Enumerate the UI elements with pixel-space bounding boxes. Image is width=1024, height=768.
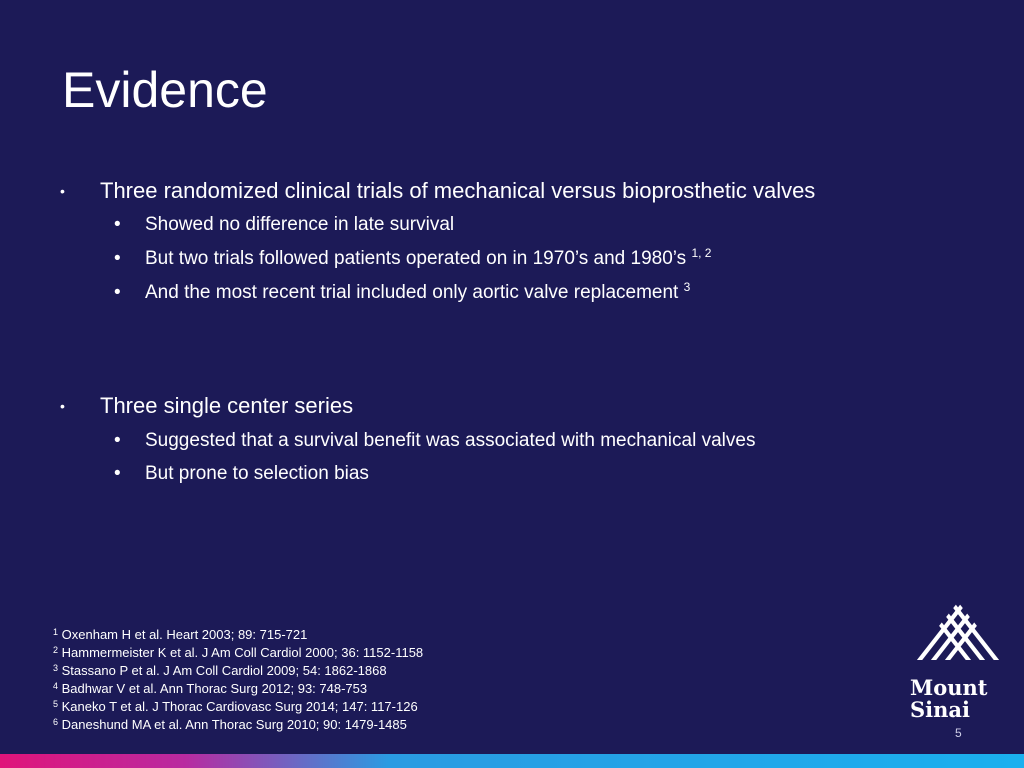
reference-number: 1 — [53, 627, 59, 637]
mount-sinai-logo — [910, 600, 1010, 721]
sub-bullet-text: Suggested that a survival benefit was associated with mechanical valves — [145, 430, 756, 451]
reference-item — [53, 698, 423, 716]
reference-text: Oxenham H et al. Heart 2003; 89: 715-721 — [61, 627, 308, 642]
reference-item — [53, 716, 423, 734]
sub-bullet-content — [145, 247, 711, 271]
reference-text: Hammermeister K et al. J Am Coll Cardiol 2000; 36: 1152-1158 — [61, 645, 424, 660]
reference-number: 4 — [53, 681, 59, 691]
reference-number: 5 — [53, 699, 59, 709]
sub-bullet-content — [145, 281, 690, 305]
reference-number: 3 — [53, 663, 59, 673]
bullet-text: Three single center series — [100, 393, 354, 418]
page-number: 5 — [955, 726, 962, 740]
logo-word-sinai: Sinai — [910, 697, 970, 722]
sub-bullet-text: But prone to selection bias — [145, 463, 369, 484]
bottom-gradient-bar — [0, 754, 1024, 768]
reference-item — [53, 626, 423, 644]
reference-text: Kaneko T et al. J Thorac Cardiovasc Surg 2014; 147: 117-126 — [61, 699, 418, 714]
bullet-marker: • — [114, 214, 121, 235]
sub-bullet-text: Showed no difference in late survival — [145, 214, 455, 235]
reference-number: 6 — [53, 717, 59, 727]
reference-text: Stassano P et al. J Am Coll Cardiol 2009; 54: 1862-1868 — [61, 663, 387, 678]
bullet-marker: • — [114, 248, 121, 269]
bullet-marker: • — [114, 430, 121, 451]
reference-item — [53, 644, 423, 662]
bullet-marker: • — [114, 282, 121, 303]
bullet-marker: • — [60, 398, 65, 414]
references-list — [53, 626, 423, 734]
reference-item — [53, 680, 423, 698]
bullet-text: Three randomized clinical trials of mechanical versus bioprosthetic valves — [100, 178, 816, 203]
sub-bullet-text: And the most recent trial included only aortic valve replacement — [145, 282, 679, 303]
bullet-marker: • — [60, 183, 65, 199]
reference-text: Badhwar V et al. Ann Thorac Surg 2012; 93: 748-753 — [61, 681, 368, 696]
logo-word-mount: Mount — [910, 675, 988, 700]
reference-number: 2 — [53, 645, 59, 655]
citation-superscript: 3 — [683, 280, 691, 294]
reference-item — [53, 662, 423, 680]
slide-title: Evidence — [62, 62, 268, 118]
reference-text: Daneshund MA et al. Ann Thorac Surg 2010; 90: 1479-1485 — [61, 717, 407, 732]
sub-bullet-text: But two trials followed patients operated on in 1970’s and 1980’s — [145, 248, 687, 269]
citation-superscript: 1, 2 — [691, 246, 712, 260]
bullet-marker: • — [114, 463, 121, 484]
mountain-logo-icon — [910, 600, 1006, 662]
